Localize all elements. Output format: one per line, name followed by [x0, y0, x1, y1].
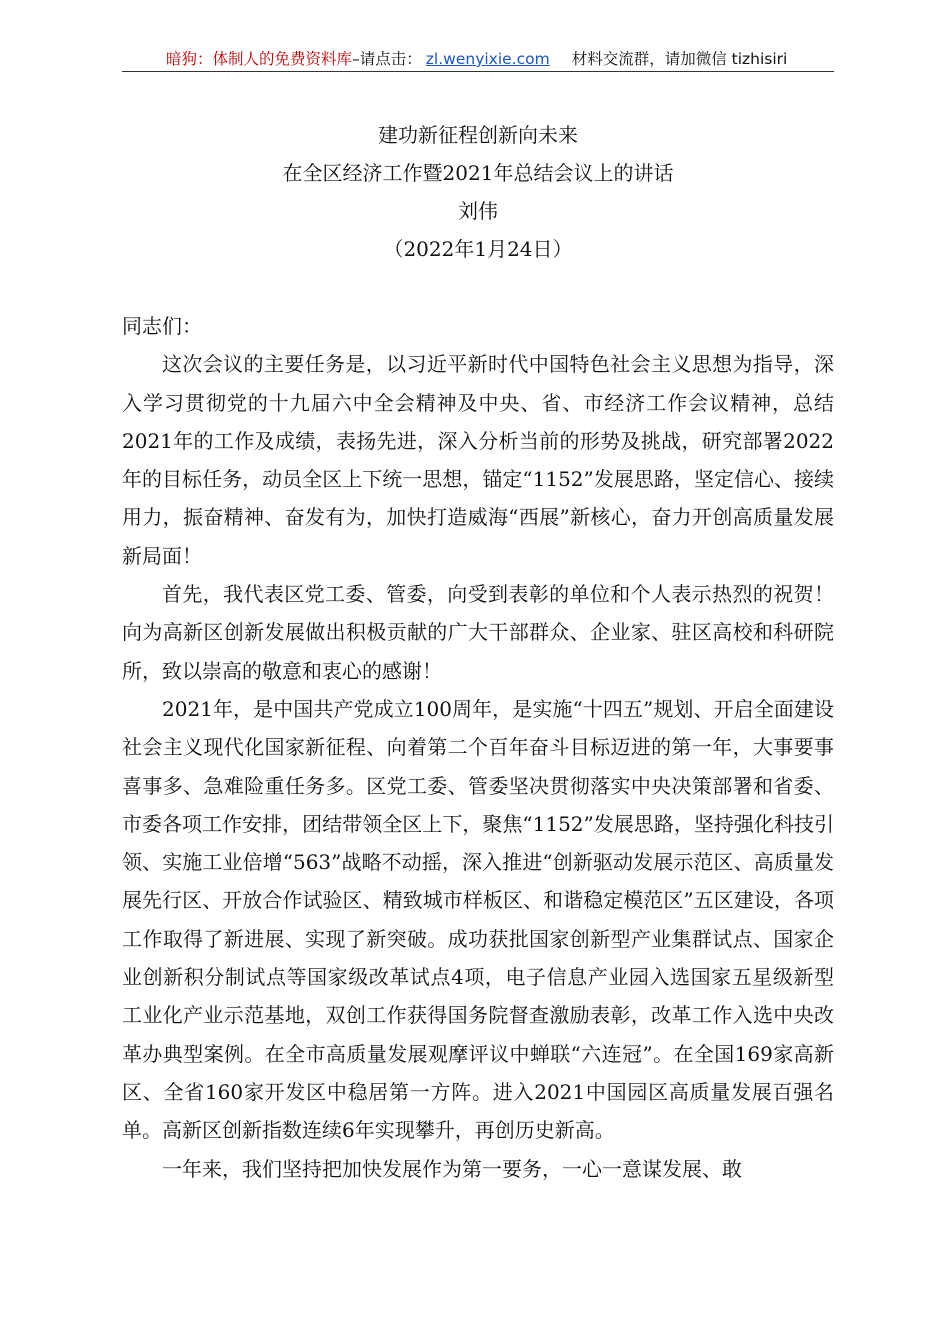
header-contact: 材料交流群，请加微信 tizhisiri	[571, 50, 788, 68]
header-separator: –请点击：	[352, 50, 422, 68]
document-title: 建功新征程创新向未来	[378, 123, 578, 147]
salutation: 同志们：	[122, 314, 202, 338]
document-author: 刘伟	[458, 199, 498, 223]
header-divider	[122, 71, 834, 72]
paragraph: 2021年，是中国共产党成立100周年，是实施“十四五”规划、开启全面建设社会主义现代化国家新征程、向着第二个百年奋斗目标迈进的第一年，大事要事喜事多、急难险重任务多。区党工委、管委坚决贯彻落实中央决策部署和省委、市委各项工作安排，团结带领全区上下，聚焦“1152”发展思路，坚持强化科技引领、实施工业倍增“563”战略不动摇，深入推进“创新驱动发展示范区、高质量发展先行区、开放合作试验区、精致城市样板区、和谐稳定模范区”五区建设，各项工作取得了新进展、实现了新突破。成功获批国家创新型产业集群试点、国家企业创新积分制试点等国家级改革试点4项，电子信息产业园入选国家五星级新型工业化产业示范基地，双创工作获得国务院督查激励表彰，改革工作入选中央改革办典型案例。在全市高质量发展观摩评议中蝉联“六连冠”。在全国169家高新区、全省160家开发区中稳居第一方阵。进入2021中国园区高质量发展百强名单。高新区创新指数连续6年实现攀升，再创历史新高。	[122, 696, 834, 1143]
paragraph: 一年来，我们坚持把加快发展作为第一要务，一心一意谋发展、敢	[162, 1156, 742, 1181]
document-body	[122, 307, 834, 1188]
page-header	[122, 46, 832, 72]
title-block	[122, 116, 834, 268]
document-subtitle: 在全区经济工作暨2021年总结会议上的讲话	[282, 161, 674, 185]
paragraph: 这次会议的主要任务是，以习近平新时代中国特色社会主义思想为指导，深入学习贯彻党的十九届六中全会精神及中央、省、市经济工作会议精神，总结2021年的工作及成绩，表扬先进，深入分析当前的形势及挑战，研究部署2022年的目标任务，动员全区上下统一思想，锚定“1152”发展思路，坚定信心、接续用力，振奋精神、奋发有为，加快打造威海“西展”新核心，奋力开创高质量发展新局面！	[122, 352, 834, 568]
document-date: （2022年1月24日）	[383, 237, 573, 261]
header-brand: 暗狗：体制人的免费资料库	[166, 50, 353, 68]
header-link[interactable]: zl.wenyixie.com	[425, 50, 550, 68]
paragraph: 首先，我代表区党工委、管委，向受到表彰的单位和个人表示热烈的祝贺！向为高新区创新发展做出积极贡献的广大干部群众、企业家、驻区高校和科研院所，致以崇高的敬意和衷心的感谢！	[122, 582, 834, 683]
